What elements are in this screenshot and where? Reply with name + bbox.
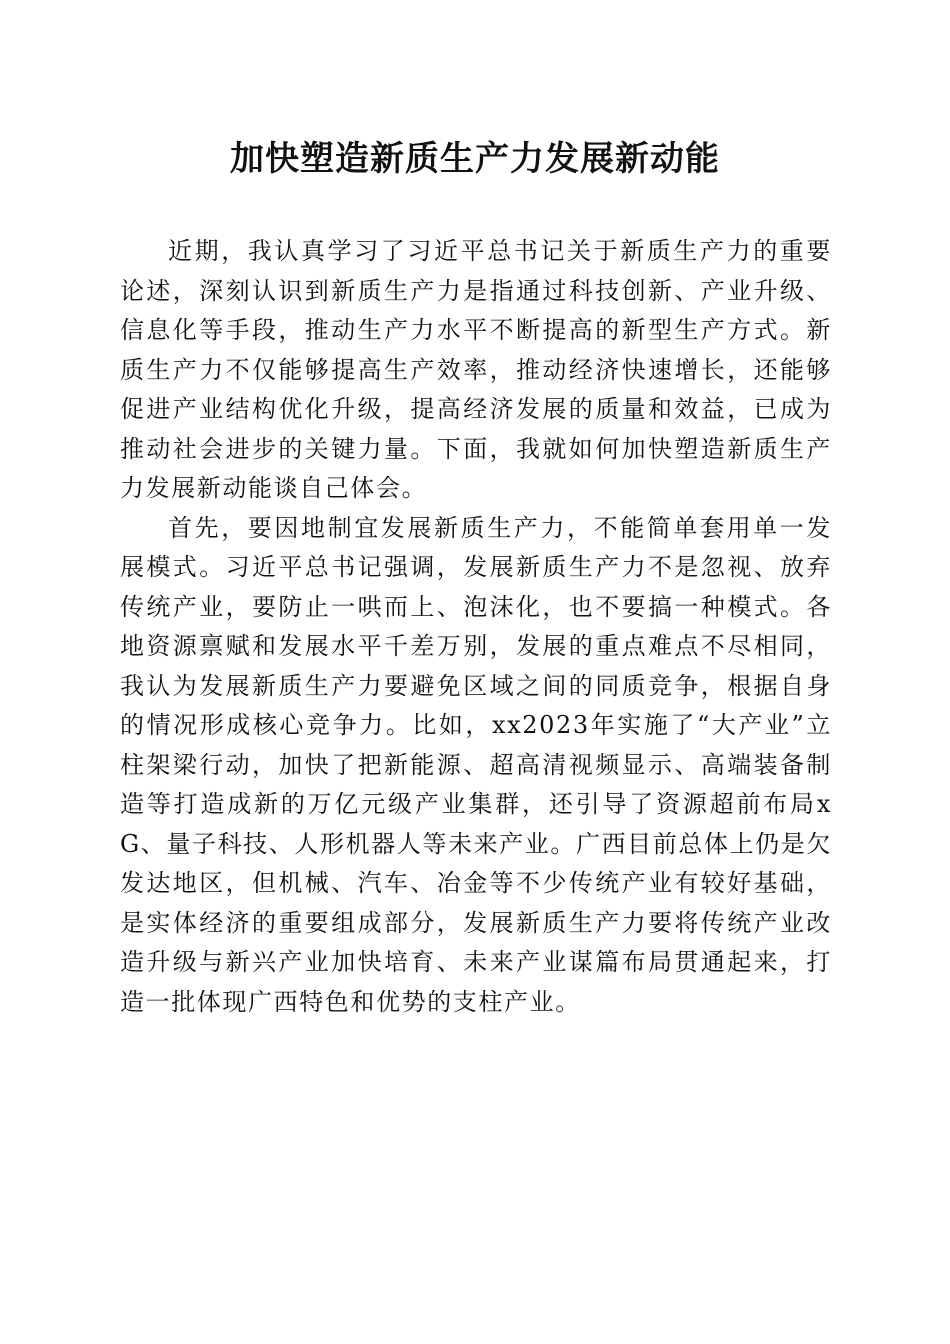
paragraph-intro: 近期，我认真学习了习近平总书记关于新质生产力的重要论述，深刻认识到新质生产力是指通过科技创新、产业升级、信息化等手段，推动生产力水平不断提高的新型生产方式。新质生产力不仅能够提高生产效率，推动经济快速增长，还能够促进产业结构优化升级，提高经济发展的质量和效益，已成为推动社会进步的关键力量。下面，我就如何加快塑造新质生产力发展新动能谈自己体会。 [120,237,832,502]
document-title: 加快塑造新质生产力发展新动能 [230,139,720,179]
paragraph-first-point: 首先，要因地制宜发展新质生产力，不能简单套用单一发展模式。习近平总书记强调，发展新质生产力不是忽视、放弃传统产业，要防止一哄而上、泡沫化，也不要搞一种模式。各地资源禀赋和发展水平千差万别，发展的重点难点不尽相同，我认为发展新质生产力要避免区域之间的同质竞争，根据自身的情况形成核心竞争力。比如，xx2023年实施了“大产业”立柱架梁行动，加快了把新能源、超高清视频显示、高端装备制造等打造成新的万亿元级产业集群，还引导了资源超前布局xG、量子科技、人形机器人等未来产业。广西目前总体上仍是欠发达地区，但机械、汽车、冶金等不少传统产业有较好基础，是实体经济的重要组成部分，发展新质生产力要将传统产业改造升级与新兴产业加快培育、未来产业谋篇布局贯通起来，打造一批体现广西特色和优势的支柱产业。 [120,513,832,1016]
document-body [120,232,832,1022]
